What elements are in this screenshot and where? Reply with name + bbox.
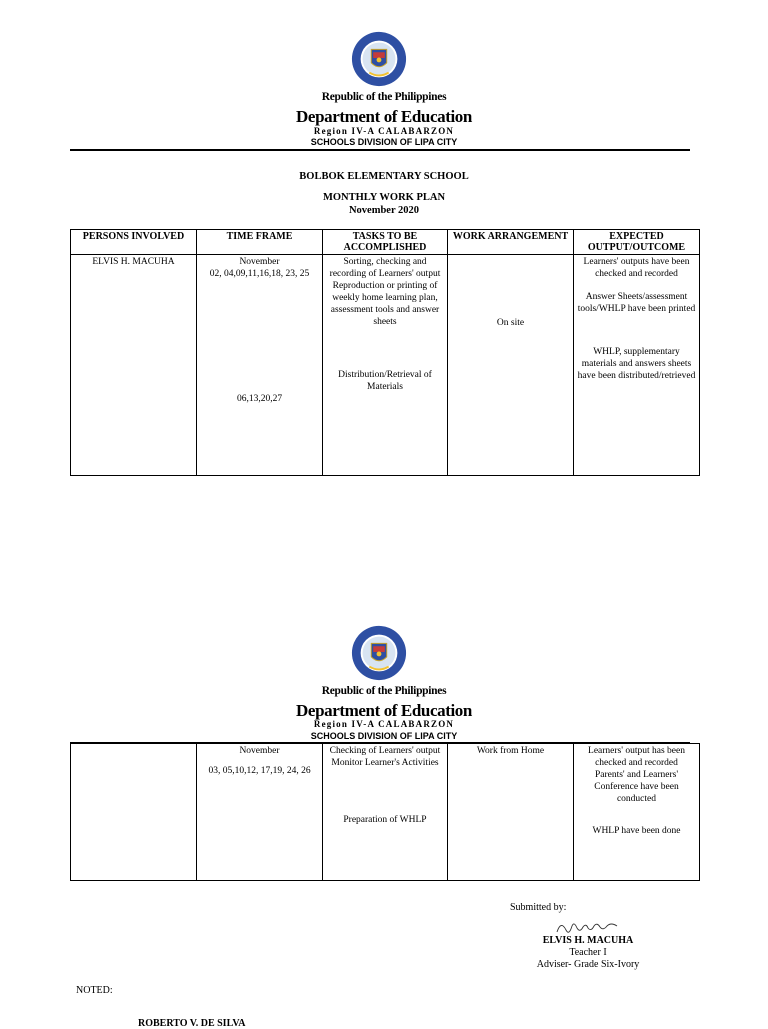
time-frame-cell (197, 744, 323, 881)
task-item: Distribution/Retrieval of Materials (338, 370, 432, 392)
table-header-row (71, 230, 700, 255)
output-cell (574, 255, 700, 476)
output-item: WHLP have been done (592, 826, 681, 836)
person-cell (71, 255, 197, 476)
table-row (71, 255, 700, 476)
col-header-time-frame: TIME FRAME (197, 230, 323, 255)
task-item: Checking of Learners' output (329, 746, 441, 756)
plan-month: November 2020 (348, 205, 420, 216)
arrangement-cell (448, 255, 574, 476)
person-cell (71, 744, 197, 881)
region-text: Region IV-A CALABARZON (313, 719, 455, 729)
submitted-by-label: Submitted by: (510, 902, 567, 913)
output-item: Learners' outputs have been checked and recorded (583, 257, 690, 279)
time-frame-month: November (239, 746, 280, 756)
region-text: Region IV-A CALABARZON (313, 126, 455, 136)
col-header-tasks: TASKS TO BE ACCOMPLISHED (323, 230, 448, 255)
time-frame-dates: 02, 04,09,11,16,18, 23, 25 (209, 269, 310, 279)
col-header-arrangement: WORK ARRANGEMENT (448, 230, 574, 255)
output-item: Answer Sheets/assessment tools/WHLP have been printed (577, 292, 696, 314)
output-item: Parents' and Learners' Conference have been conducted (594, 770, 679, 804)
submitter-adviser: Adviser- Grade Six-Ivory (536, 959, 640, 970)
division-text: SCHOOLS DIVISION OF LIPA CITY (310, 137, 458, 147)
arrangement-cell (448, 744, 574, 881)
submitter-name: ELVIS H. MACUHA (542, 935, 634, 946)
department-title: Department of Education (296, 701, 472, 720)
division-text: SCHOOLS DIVISION OF LIPA CITY (310, 731, 458, 741)
tasks-cell (323, 255, 448, 476)
republic-text: Republic of the Philippines (321, 685, 447, 697)
col-header-persons: PERSONS INVOLVED (71, 230, 197, 255)
tasks-cell (323, 744, 448, 881)
task-item: Sorting, checking and recording of Learners' output (329, 257, 441, 279)
work-plan-table-continued (70, 743, 700, 881)
time-frame-cell (197, 255, 323, 476)
republic-text: Republic of the Philippines (321, 91, 447, 103)
deped-seal-icon (350, 30, 408, 88)
header-divider (70, 149, 690, 151)
output-cell (574, 744, 700, 881)
time-frame-month: November (239, 257, 280, 267)
submitter-position: Teacher I (569, 947, 607, 958)
deped-seal-icon (350, 624, 408, 682)
work-plan-table (70, 229, 700, 476)
col-header-output: EXPECTED OUTPUT/OUTCOME (574, 230, 700, 255)
task-item: Monitor Learner's Activities (331, 758, 439, 768)
table-row (71, 744, 700, 881)
noted-name: ROBERTO V. DE SILVA (138, 1018, 246, 1029)
plan-title: MONTHLY WORK PLAN (322, 192, 446, 203)
task-item: Preparation of WHLP (343, 815, 427, 825)
department-title: Department of Education (296, 107, 472, 126)
output-item: WHLP, supplementary materials and answers sheets have been distributed/retrieved (577, 347, 696, 381)
arrangement-text: Work from Home (476, 746, 545, 756)
time-frame-dates: 03, 05,10,12, 17,19, 24, 26 (208, 766, 311, 776)
person-name: ELVIS H. MACUHA (92, 257, 175, 267)
arrangement-text: On site (496, 318, 525, 328)
time-frame-dates-2: 06,13,20,27 (236, 394, 283, 404)
output-item: Learners' output has been checked and recorded (588, 746, 685, 768)
noted-label: NOTED: (76, 985, 113, 996)
school-name: BOLBOK ELEMENTARY SCHOOL (299, 171, 469, 182)
task-item: Reproduction or printing of weekly home learning plan, assessment tools and answer sheets (330, 281, 440, 327)
